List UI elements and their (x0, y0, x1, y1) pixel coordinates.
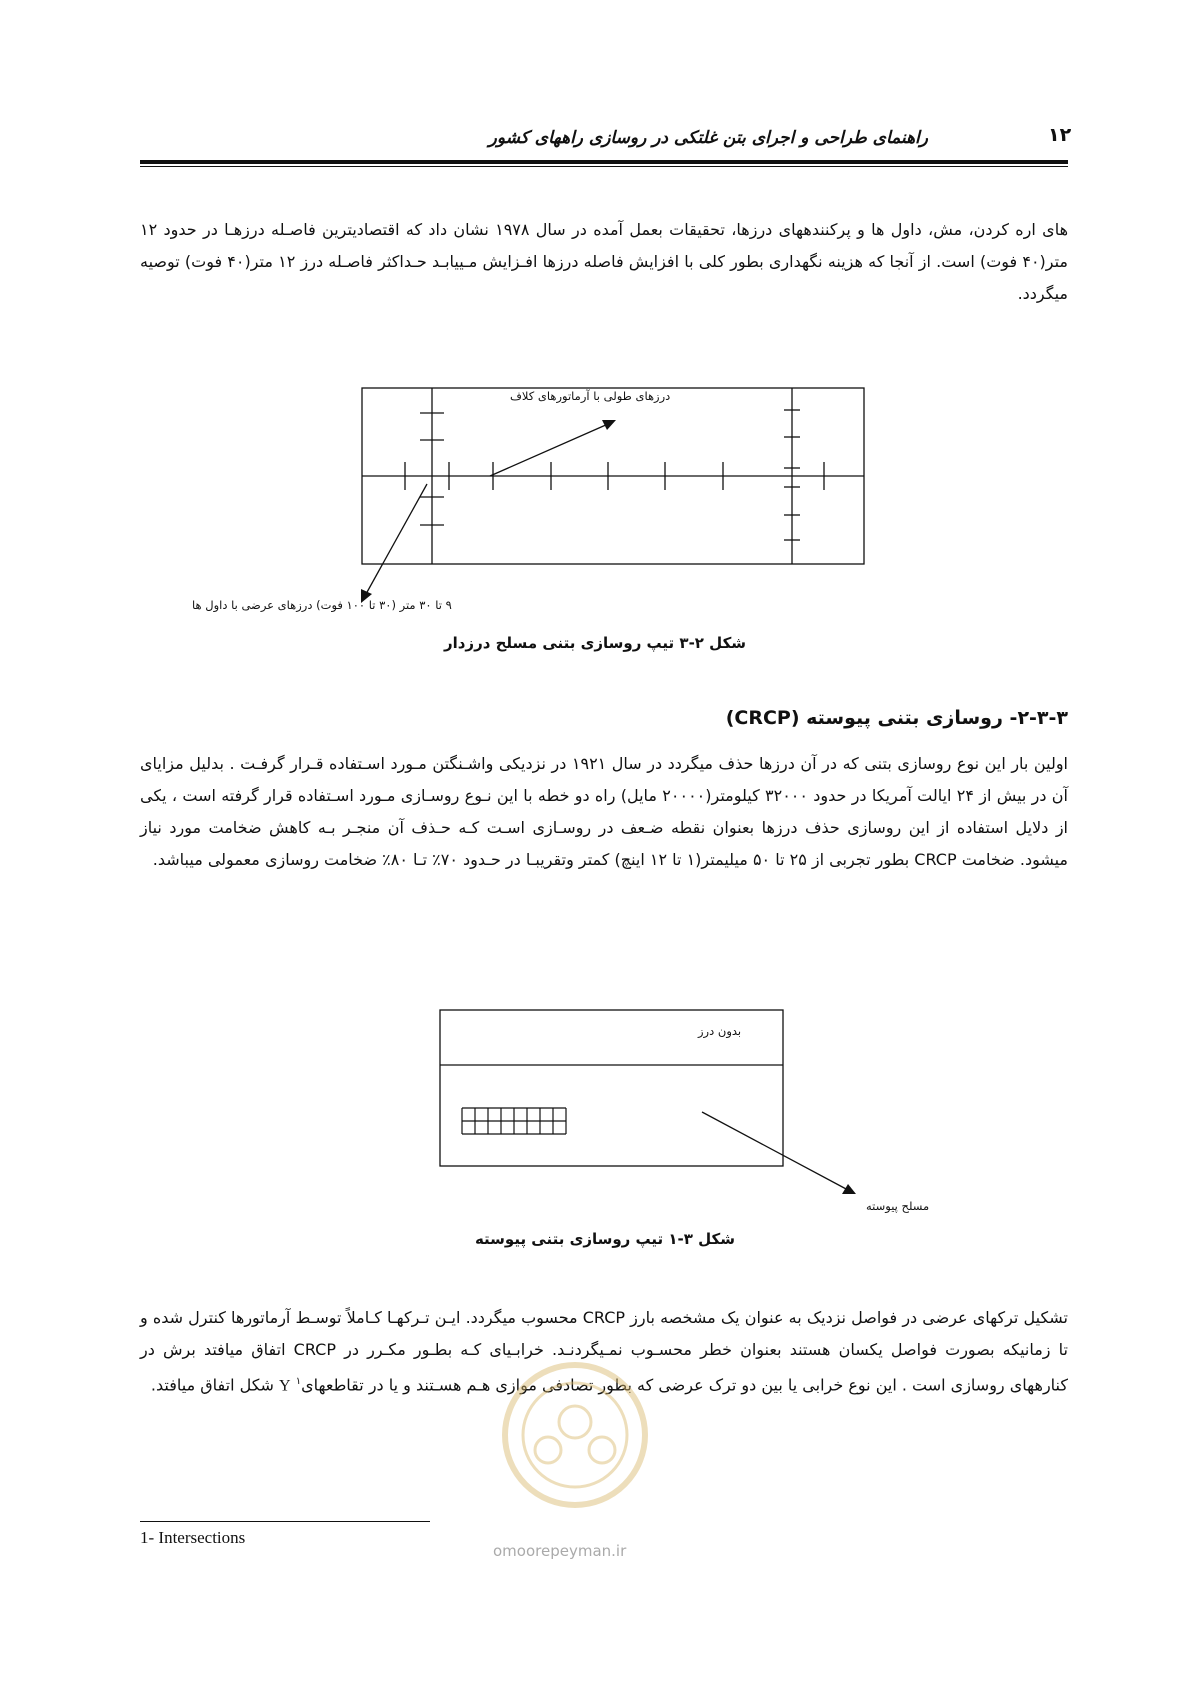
arrow-line-transverse (366, 484, 427, 594)
paragraph-1: های اره کردن، مش، داول ها و پرکنندههای درزها، تحقیقات بعمل آمده در سال ۱۹۷۸ نشان داد که اقتصادیترین فاصـله درزهـا در حدود ۱۲ متر(۴۰ فوت) است. از آنجا که هزینه نگهداری بطور کلی با افزایش فاصله درزها افـزایش مـییابـد حـداکثر فاصـله درز ۱۲ متر(۴۰ فوت) توصیه میگردد. (140, 220, 1069, 303)
footnote-rule (140, 1521, 430, 1522)
crcp-arrow-line (702, 1112, 848, 1190)
figure1-label-top: درزهای طولی با آرماتورهای کلاف (510, 389, 671, 403)
header-rule-thin (140, 166, 1068, 167)
figure1-caption: شکل ۲-۳ تیپ روسازی بتنی مسلح درزدار (443, 634, 747, 652)
running-header-title: راهنمای طراحی و اجرای بتن غلتکی در روسازی راههای کشور (488, 128, 928, 148)
footnote-ref: ۱ (295, 1376, 302, 1387)
page-number: ۱۲ (1048, 124, 1072, 146)
symbol-y: Y (279, 1377, 291, 1395)
section-heading: ۲-۳-۳- روسازی بتنی پیوسته (CRCP) (725, 707, 1068, 729)
watermark-url: omoorepeyman.ir (493, 1542, 627, 1560)
paragraph-2: اولین بار این نوع روسازی بتنی که در آن درزها حذف میگردد در سال ۱۹۲۱ در نزدیکی واشـنگتن مـورد اسـتفاده قـرار گرفـت . بدلیل مزایای آن در بیش از ۲۴ ایالت آمریکا در حدود ۳۲۰۰۰ کیلومتر(۲۰۰۰۰ مایل) راه دو خطه با این نـوع روسـازی مـورد اسـتفاده قرار گرفته است ، یکی از دلایل استفاده از این روسازی حذف درزها بعنوان نقطه ضـعف در روسـازی اسـت کـه حـذف آن منجـر بـه کاهش ضخامت مورد نیاز میشود. ضخامت CRCP بطور تجربی از ۲۵ تا ۵۰ میلیمتر(۱ تا ۱۲ اینچ) کمتر وتقریبـا در حـدود ۷۰٪ تـا ۸۰٪ ضخامت روسازی معمولی میباشد. (140, 754, 1069, 869)
figure2-label-top: بدون درز (698, 1024, 742, 1038)
arrowhead-longitudinal (602, 420, 616, 430)
watermark-seal-icon (500, 1360, 650, 1510)
figure-crcp-diagram (430, 1000, 950, 1200)
figure2-label-bottom: مسلح پیوسته (866, 1199, 930, 1213)
crcp-arrowhead (842, 1184, 856, 1194)
paragraph-3-end: شکل اتفاق میافتد. (150, 1375, 274, 1395)
header-rule-thick (140, 160, 1068, 164)
arrow-line-longitudinal (490, 424, 608, 476)
footnote: 1- Intersections (140, 1528, 246, 1547)
figure2-caption: شکل ۳-۱ تیپ روسازی بتنی پیوسته (474, 1230, 736, 1248)
paragraph-3-text: تشکیل ترکهای عرضی در فواصل نزدیک به عنوان یک مشخصه بارز CRCP محسوب میگردد. ایـن تـرکهـا کـاملاً توسـط آرماتورها کنترل شده و تا زمانیکه بصورت فواصل یکسان هستند بعنوان خطر محسـوب نمـیگردنـد. خرابـیای کـه بطـور مکـرر در CRCP اتفاق میافتد برش در کنارههای روسازی است . این نوع خرابی یا بین دو ترک عرضی که بطور تصادفی موازی هـم هسـتند و یا در تقاطعهای (140, 1308, 1069, 1395)
figure1-label-bottom: ۹ تا ۳۰ متر (۳۰ تا ۱۰۰ فوت) درزهای عرضی با داول ها (192, 598, 452, 612)
figure-jrcp-diagram (170, 380, 870, 630)
